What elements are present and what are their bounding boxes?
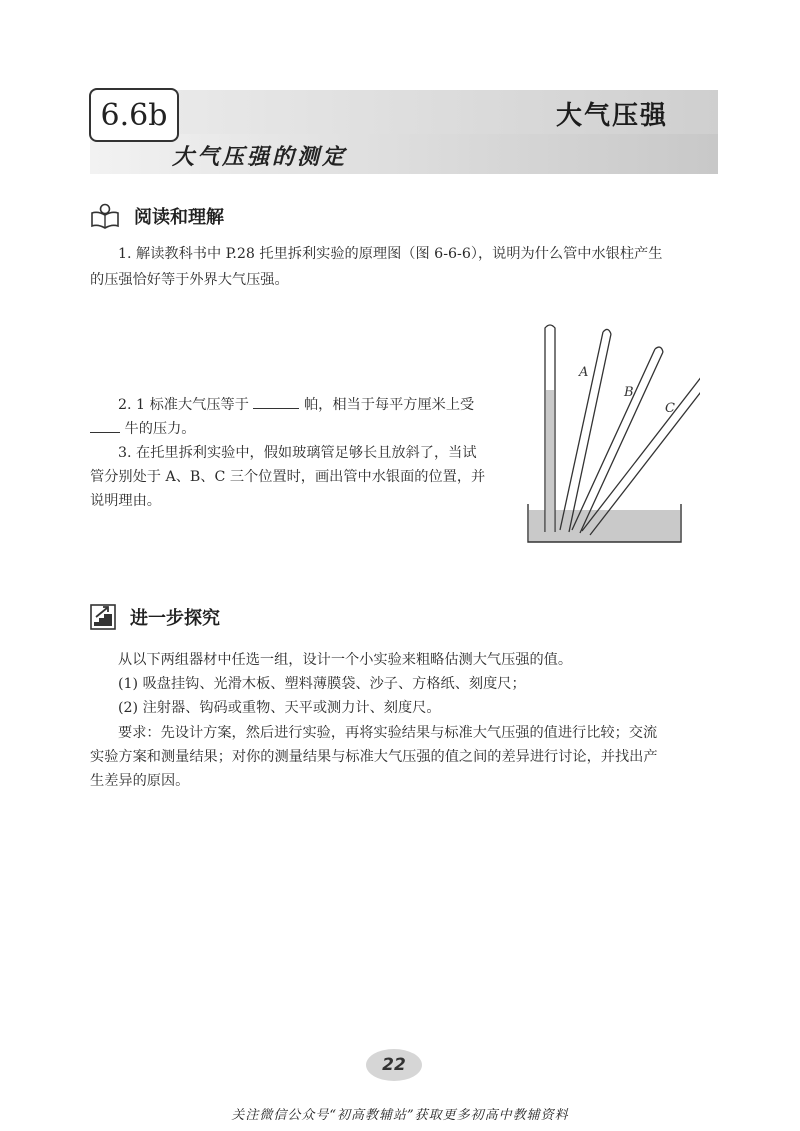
question-1-line-1: 1. 解读教科书中 P.28 托里拆利实验的原理图（图 6-6-6），说明为什么管中水银柱产生 — [118, 246, 663, 262]
answer-blank-pascal[interactable] — [253, 394, 299, 409]
open-book-icon — [90, 203, 120, 229]
torricelli-tube-figure — [520, 318, 700, 550]
explore-group-1: (1) 吸盘挂钩、光滑木板、塑料薄膜袋、沙子、方格纸、刻度尺； — [118, 676, 526, 692]
label-a: A — [579, 365, 589, 380]
question-3-line-3: 说明理由。 — [90, 493, 161, 509]
reading-heading — [90, 203, 224, 229]
label-b: B — [624, 385, 634, 400]
explore-heading-label: 进一步探究 — [130, 608, 220, 629]
explore-group-2: (2) 注射器、钩码或重物、天平或测力计、刻度尺。 — [118, 700, 441, 716]
footer-note: 关注微信公众号“初高教辅站”获取更多初高中教辅资料 — [231, 1108, 569, 1123]
section-subtitle: 大气压强的测定 — [172, 143, 348, 170]
explore-requirement-line-3: 生差异的原因。 — [90, 773, 190, 789]
question-3-line-2: 管分别处于 A、B、C 三个位置时，画出管中水银面的位置，并 — [90, 469, 486, 485]
answer-blank-newton[interactable] — [90, 418, 120, 433]
explore-heading — [90, 604, 220, 630]
explore-requirement-line-1: 要求：先设计方案，然后进行实验，再将实验结果与标准大气压强的值进行比较；交流 — [118, 725, 658, 741]
question-2-part-1: 2. 1 标准大气压等于 — [118, 397, 249, 413]
question-2-part-3: 牛的压力。 — [124, 421, 196, 437]
explore-intro: 从以下两组器材中任选一组，设计一个小实验来粗略估测大气压强的值。 — [118, 652, 573, 668]
section-number: 6.6b — [89, 88, 179, 142]
question-2-part-2: 帕，相当于每平方厘米上受 — [303, 397, 475, 413]
label-c: C — [665, 401, 675, 416]
stairs-arrow-icon — [90, 604, 116, 630]
explore-requirement-line-2: 实验方案和测量结果；对你的测量结果与标准大气压强的值之间的差异进行讨论，并找出产 — [90, 749, 658, 765]
question-1-line-2: 的压强恰好等于外界大气压强。 — [90, 272, 289, 288]
question-2-line-1 — [118, 393, 518, 417]
chapter-title: 大气压强 — [555, 100, 668, 131]
page-number: 22 — [366, 1049, 422, 1081]
question-2-line-2 — [90, 417, 490, 441]
question-3-line-1: 3. 在托里拆利实验中，假如玻璃管足够长且放斜了，当试 — [118, 445, 477, 461]
reading-heading-label: 阅读和理解 — [134, 207, 224, 228]
mercury-column — [546, 390, 555, 532]
